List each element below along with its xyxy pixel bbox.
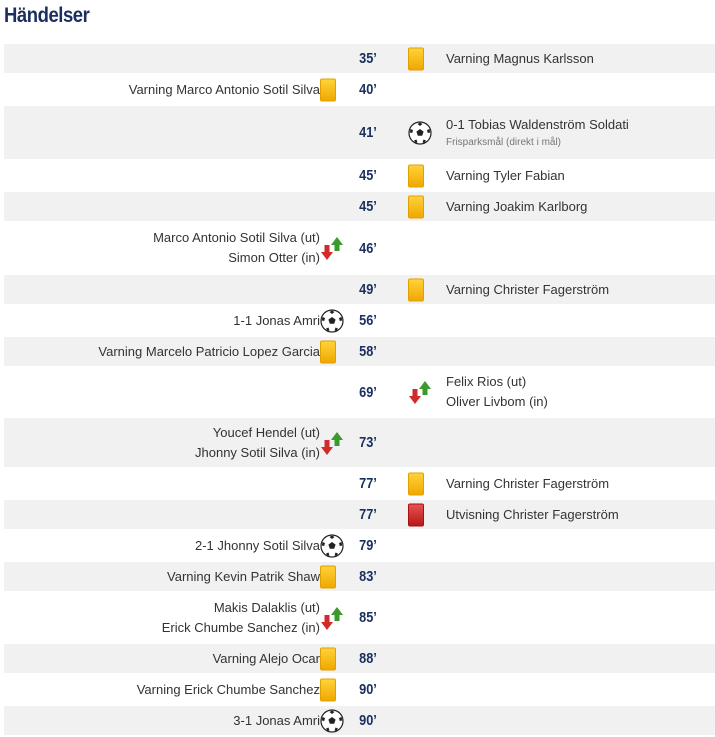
event-minute: 85’ (359, 609, 377, 626)
event-minute: 41’ (359, 124, 377, 141)
event-description-in: Jhonny Sotil Silva (in) (195, 444, 320, 460)
event-text (446, 368, 548, 416)
yellow-card-icon (320, 78, 336, 101)
event-description: Utvisning Christer Fagerström (446, 506, 619, 522)
event-minute: 77’ (359, 475, 377, 492)
yellow-card-icon (320, 340, 336, 363)
event-text (195, 418, 320, 467)
event-description-in: Simon Otter (in) (228, 250, 320, 265)
event-text (446, 275, 609, 304)
yellow-card-icon (320, 647, 336, 670)
substitution-icon (320, 604, 344, 632)
event-description: Youcef Hendel (ut) (212, 424, 320, 440)
substitution-icon (408, 378, 432, 406)
event-description: Felix Rios (ut) (446, 374, 527, 389)
event-row (4, 562, 715, 593)
football-icon (320, 534, 344, 558)
event-row (4, 500, 715, 531)
event-minute: 56’ (359, 312, 377, 329)
event-row (4, 161, 715, 192)
event-text (446, 161, 565, 190)
yellow-card-icon (320, 678, 336, 701)
yellow-card-icon (408, 195, 424, 218)
event-minute: 40’ (359, 81, 377, 98)
event-description: Varning Magnus Karlsson (446, 50, 594, 66)
event-row (4, 44, 715, 75)
event-row (4, 368, 715, 418)
yellow-card-icon (408, 278, 424, 301)
event-text (233, 706, 320, 735)
event-row (4, 275, 715, 306)
event-description: Varning Tyler Fabian (446, 167, 565, 183)
event-description: 2-1 Jhonny Sotil Silva (194, 537, 320, 553)
event-row (4, 192, 715, 223)
event-text (195, 531, 320, 560)
yellow-card-icon (408, 164, 424, 187)
event-description: Varning Alejo Ocar (212, 650, 320, 666)
event-row (4, 706, 715, 737)
event-description: Varning Marco Antonio Sotil Silva (128, 81, 320, 97)
event-row (4, 593, 715, 644)
event-minute: 46’ (359, 239, 377, 257)
event-minute: 90’ (359, 712, 377, 729)
substitution-icon (320, 429, 344, 457)
event-text (167, 562, 320, 591)
event-text (446, 500, 619, 529)
event-text (213, 644, 320, 673)
event-row (4, 469, 715, 500)
event-minute: 79’ (359, 537, 377, 554)
event-description: Varning Erick Chumbe Sanchez (136, 681, 320, 697)
event-minute: 45’ (359, 167, 377, 184)
event-text (446, 469, 609, 498)
event-description: Marco Antonio Sotil Silva (ut) (153, 230, 320, 245)
event-row (4, 418, 715, 469)
event-minute: 35’ (359, 50, 377, 67)
event-minute: 90’ (359, 681, 377, 698)
event-text (137, 675, 320, 704)
event-description: 0-1 Tobias Waldenström Soldati (446, 116, 629, 132)
event-description-in: Erick Chumbe Sanchez (in) (161, 619, 320, 635)
event-row (4, 75, 715, 106)
event-description: Varning Christer Fagerström (446, 281, 610, 297)
event-description: Makis Dalaklis (ut) (213, 599, 320, 615)
event-text (162, 593, 320, 642)
substitution-icon (320, 234, 344, 262)
event-text (446, 44, 594, 73)
football-icon (320, 309, 344, 333)
event-minute: 45’ (359, 198, 377, 215)
event-minute: 69’ (359, 383, 377, 401)
yellow-card-icon (408, 47, 424, 70)
event-row (4, 106, 715, 161)
event-minute: 73’ (359, 434, 377, 451)
events-list (4, 44, 715, 737)
event-description: 3-1 Jonas Amri (233, 712, 320, 728)
event-minute: 88’ (359, 650, 377, 667)
event-minute: 58’ (359, 343, 377, 360)
event-description: Varning Marcelo Patricio Lopez Garcia (98, 343, 320, 359)
page-title: Händelser (4, 4, 90, 27)
event-description: 1-1 Jonas Amri (233, 312, 320, 328)
event-minute: 77’ (359, 506, 377, 523)
event-row (4, 531, 715, 562)
event-text (153, 223, 320, 273)
yellow-card-icon (408, 472, 424, 495)
event-row (4, 644, 715, 675)
yellow-card-icon (320, 565, 336, 588)
event-description-in: Oliver Livbom (in) (446, 394, 548, 409)
event-minute: 83’ (359, 568, 377, 585)
event-description: Varning Kevin Patrik Shaw (167, 568, 320, 584)
event-row (4, 675, 715, 706)
event-text (129, 75, 320, 104)
event-subtext: Frisparksmål (direkt i mål) (446, 136, 562, 148)
event-text (446, 106, 629, 159)
event-text (446, 192, 587, 221)
football-icon (408, 121, 432, 145)
event-row (4, 306, 715, 337)
event-minute: 49’ (359, 281, 377, 298)
event-description: Varning Joakim Karlborg (446, 198, 588, 214)
red-card-icon (408, 503, 424, 526)
football-icon (320, 709, 344, 733)
event-row (4, 337, 715, 368)
event-text (98, 337, 320, 366)
event-row (4, 223, 715, 275)
event-description: Varning Christer Fagerström (446, 475, 610, 491)
event-text (233, 306, 320, 335)
